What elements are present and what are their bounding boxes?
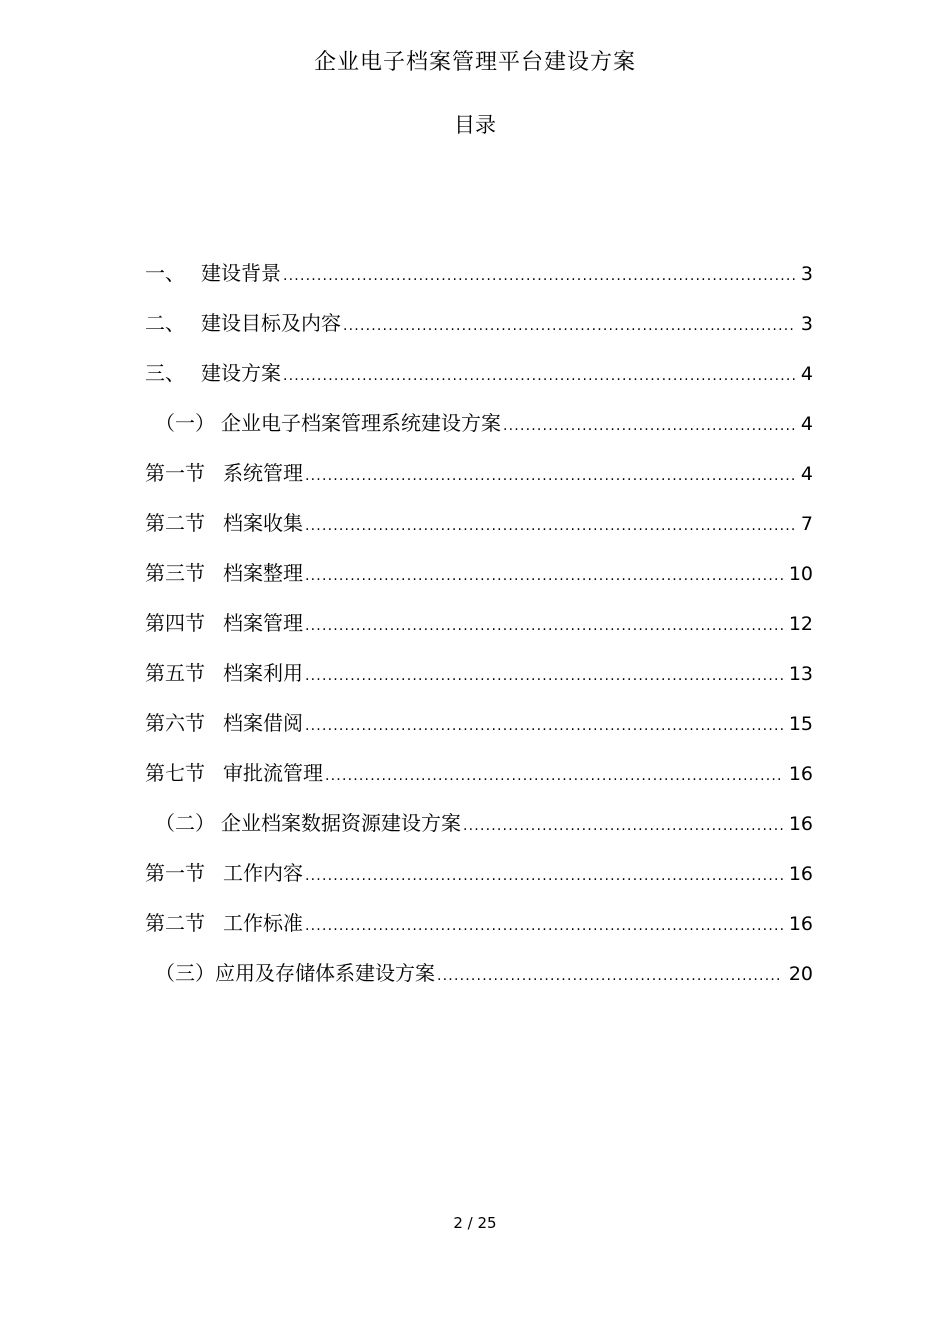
toc-entry-number: 第五节 <box>145 661 205 685</box>
toc-entry-page: 4 <box>800 463 813 485</box>
toc-entry-number: 第六节 <box>145 711 205 735</box>
document-title: 企业电子档案管理平台建设方案 <box>313 50 636 75</box>
toc-entry-title: 档案利用 <box>223 661 303 685</box>
toc-dot-leader <box>325 761 783 791</box>
toc-entry-number: 二、 <box>145 311 185 335</box>
toc-dot-leader <box>283 361 795 391</box>
toc-entry-title: 档案管理 <box>223 611 303 635</box>
toc-entry-title: 工作内容 <box>223 861 303 885</box>
toc-entry-title: 审批流管理 <box>223 761 323 785</box>
toc-entry-page: 3 <box>800 263 813 285</box>
toc-entry-number: （二） <box>155 811 215 835</box>
toc-dot-leader <box>305 561 783 591</box>
toc-entry-title: 系统管理 <box>223 461 303 485</box>
toc-dot-leader <box>305 861 783 891</box>
toc-entry-title: 应用及存储体系建设方案 <box>215 961 435 985</box>
table-of-contents <box>145 258 813 1008</box>
toc-entry-number: 第二节 <box>145 911 205 935</box>
toc-dot-leader <box>305 611 783 641</box>
toc-dot-leader <box>503 411 795 441</box>
toc-entry-title: 企业档案数据资源建设方案 <box>221 811 461 835</box>
toc-entry[interactable] <box>145 258 813 308</box>
toc-entry[interactable] <box>145 758 813 808</box>
toc-entry-number: 第一节 <box>145 461 205 485</box>
toc-entry-title: 建设方案 <box>201 361 281 385</box>
toc-entry-number: 三、 <box>145 361 185 385</box>
toc-entry-number: （一） <box>155 411 215 435</box>
toc-entry[interactable] <box>145 358 813 408</box>
toc-entry-title: 档案收集 <box>223 511 303 535</box>
toc-entry-title: 企业电子档案管理系统建设方案 <box>221 411 501 435</box>
toc-entry[interactable] <box>145 308 813 358</box>
toc-entry[interactable] <box>145 658 813 708</box>
toc-entry-page: 16 <box>788 763 813 785</box>
toc-dot-leader <box>463 811 783 841</box>
toc-entry[interactable] <box>145 508 813 558</box>
toc-dot-leader <box>343 311 795 341</box>
toc-entry-number: 第七节 <box>145 761 205 785</box>
toc-entry-number: 第三节 <box>145 561 205 585</box>
toc-entry[interactable] <box>145 408 813 458</box>
toc-entry-number: 第一节 <box>145 861 205 885</box>
toc-dot-leader <box>305 711 783 741</box>
toc-entry[interactable] <box>145 858 813 908</box>
toc-entry-number: 一、 <box>145 261 185 285</box>
toc-heading: 目录 <box>454 113 496 137</box>
toc-entry[interactable] <box>145 458 813 508</box>
toc-entry-page: 12 <box>788 613 813 635</box>
toc-entry[interactable] <box>145 608 813 658</box>
toc-dot-leader <box>305 661 783 691</box>
toc-entry-title: 档案整理 <box>223 561 303 585</box>
toc-entry-page: 15 <box>788 713 813 735</box>
toc-entry-page: 3 <box>800 313 813 335</box>
toc-entry[interactable] <box>145 558 813 608</box>
toc-entry-page: 13 <box>788 663 813 685</box>
toc-dot-leader <box>305 911 783 941</box>
toc-entry-title: 建设背景 <box>201 261 281 285</box>
page-number-indicator: 2 / 25 <box>453 1214 497 1232</box>
toc-entry[interactable] <box>145 958 813 1008</box>
toc-entry-page: 10 <box>788 563 813 585</box>
toc-entry[interactable] <box>145 908 813 958</box>
toc-entry-page: 7 <box>800 513 813 535</box>
toc-dot-leader <box>305 461 795 491</box>
toc-entry-title: 档案借阅 <box>223 711 303 735</box>
toc-entry-title: 建设目标及内容 <box>201 311 341 335</box>
toc-entry-number: 第四节 <box>145 611 205 635</box>
toc-entry[interactable] <box>145 708 813 758</box>
toc-entry-number: 第二节 <box>145 511 205 535</box>
toc-entry-page: 16 <box>788 863 813 885</box>
toc-entry-page: 20 <box>788 963 813 985</box>
toc-entry-page: 16 <box>788 813 813 835</box>
toc-dot-leader <box>305 511 795 541</box>
toc-entry-number: （三） <box>155 961 215 985</box>
toc-entry-title: 工作标准 <box>223 911 303 935</box>
toc-entry-page: 4 <box>800 363 813 385</box>
toc-dot-leader <box>437 961 783 991</box>
toc-entry-page: 4 <box>800 413 813 435</box>
toc-dot-leader <box>283 261 795 291</box>
toc-entry-page: 16 <box>788 913 813 935</box>
toc-entry[interactable] <box>145 808 813 858</box>
